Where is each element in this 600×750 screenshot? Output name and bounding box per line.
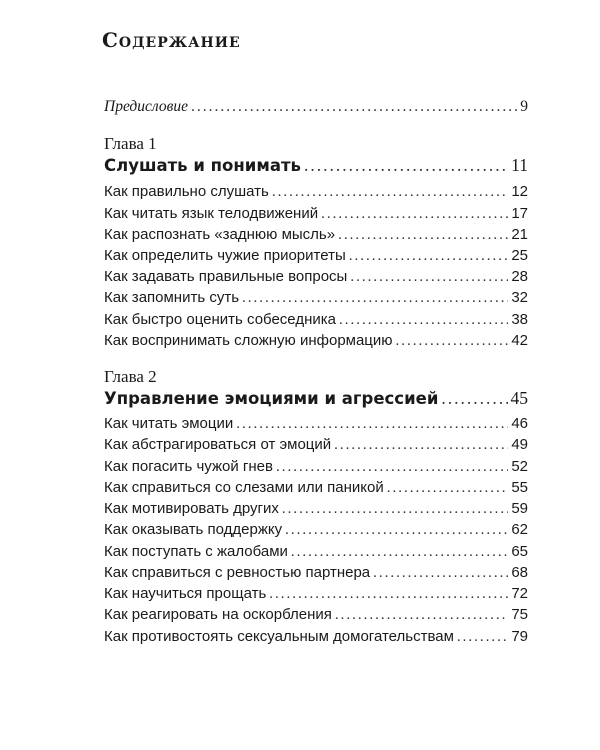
toc-page-number: 25 (511, 247, 528, 264)
toc-entry[interactable] (104, 436, 528, 454)
leader-dots (334, 437, 508, 454)
toc-entry-label: Как определить чужие приоритеты (104, 247, 346, 264)
toc-entry-label: Как абстрагироваться от эмоций (104, 436, 332, 453)
toc-entry-label: Как читать эмоции (104, 415, 234, 432)
leader-dots (350, 269, 508, 286)
toc-entry[interactable] (104, 500, 528, 518)
toc-entry[interactable] (104, 226, 528, 244)
toc-page-number: 72 (511, 585, 528, 602)
toc-page-number: 21 (511, 226, 528, 243)
toc-page-number: 49 (511, 436, 528, 453)
toc-entry-label: Как быстро оценить собеседника (104, 311, 336, 328)
toc-page-number: 28 (511, 268, 528, 285)
leader-dots (269, 586, 508, 603)
leader-dots (349, 248, 509, 265)
toc-entry-label: Как поступать с жалобами (104, 543, 288, 560)
toc-page-number: 11 (511, 155, 528, 175)
leader-dots (191, 98, 517, 116)
chapter-title: Управление эмоциями и агрессией (104, 389, 439, 408)
leader-dots (242, 290, 508, 307)
leader-dots (285, 522, 508, 539)
toc-entry[interactable] (104, 585, 528, 603)
leader-dots (396, 333, 509, 350)
chapter-2-label: Глава 2 (104, 367, 157, 386)
toc-page-number: 12 (511, 183, 528, 200)
toc-entry-label: Предисловие (104, 98, 188, 115)
leader-dots (282, 501, 508, 518)
toc-page-number: 55 (511, 479, 528, 496)
toc-entry[interactable] (104, 606, 528, 624)
toc-entry-label: Как мотивировать других (104, 500, 279, 517)
leader-dots (272, 184, 509, 201)
toc-entry-label: Как задавать правильные вопросы (104, 268, 348, 285)
leader-dots (304, 155, 508, 176)
page-title: Содержание (102, 28, 241, 52)
toc-entry[interactable] (104, 564, 528, 582)
toc-entry-label: Как справиться со слезами или паникой (104, 479, 384, 496)
toc-entry-label: Как запомнить суть (104, 289, 240, 306)
toc-entry-label: Как противостоять сексуальным домогательствам (104, 628, 454, 645)
leader-dots (441, 388, 507, 409)
toc-page-number: 65 (511, 543, 528, 560)
toc-page-number: 45 (510, 388, 528, 408)
toc-entry[interactable] (104, 543, 528, 561)
toc-page-number: 32 (511, 289, 528, 306)
toc-page-number: 59 (511, 500, 528, 517)
leader-dots (339, 312, 508, 329)
leader-dots (338, 227, 508, 244)
toc-entry-label: Как правильно слушать (104, 183, 269, 200)
leader-dots (321, 206, 508, 223)
chapter-1-label: Глава 1 (104, 134, 157, 153)
toc-page-number: 17 (511, 205, 528, 222)
toc-page-number: 79 (511, 628, 528, 645)
chapter-title: Слушать и понимать (104, 156, 301, 175)
toc-entry-label: Как читать язык телодвижений (104, 205, 319, 222)
toc-entry[interactable] (104, 628, 528, 646)
toc-entry-label: Как распознать «заднюю мысль» (104, 226, 336, 243)
leader-dots (387, 480, 509, 497)
leader-dots (335, 607, 508, 624)
toc-entry[interactable] (104, 521, 528, 539)
toc-entry-label: Как реагировать на оскорбления (104, 606, 332, 623)
leader-dots (373, 565, 508, 582)
toc-page-number: 52 (511, 458, 528, 475)
leader-dots (236, 416, 508, 433)
toc-page-number: 9 (520, 98, 528, 115)
toc-entry[interactable] (104, 268, 528, 286)
toc-page-number: 75 (511, 606, 528, 623)
toc-entry[interactable] (104, 415, 528, 433)
leader-dots (457, 629, 508, 646)
toc-entry-preface[interactable] (104, 98, 528, 116)
toc-page-number: 46 (511, 415, 528, 432)
toc-entry-label: Как справиться с ревностью партнера (104, 564, 371, 581)
toc-entry[interactable] (104, 205, 528, 223)
toc-entry[interactable] (104, 458, 528, 476)
toc-chapter-2[interactable] (104, 388, 528, 409)
toc-entry[interactable] (104, 289, 528, 307)
toc-entry[interactable] (104, 479, 528, 497)
toc-entry-label: Как погасить чужой гнев (104, 458, 273, 475)
toc-page-number: 38 (511, 311, 528, 328)
toc-entry-label: Как оказывать поддержку (104, 521, 283, 538)
toc-page-number: 68 (511, 564, 528, 581)
toc-entry-label: Как воспринимать сложную информацию (104, 332, 393, 349)
toc-chapter-1[interactable] (104, 155, 528, 176)
toc-page-number: 62 (511, 521, 528, 538)
toc-page-number: 42 (511, 332, 528, 349)
leader-dots (291, 544, 508, 561)
toc-entry[interactable] (104, 311, 528, 329)
toc-entry-label: Как научиться прощать (104, 585, 267, 602)
toc-entry[interactable] (104, 183, 528, 201)
toc-entry[interactable] (104, 247, 528, 265)
toc-entry[interactable] (104, 332, 528, 350)
leader-dots (276, 459, 508, 476)
